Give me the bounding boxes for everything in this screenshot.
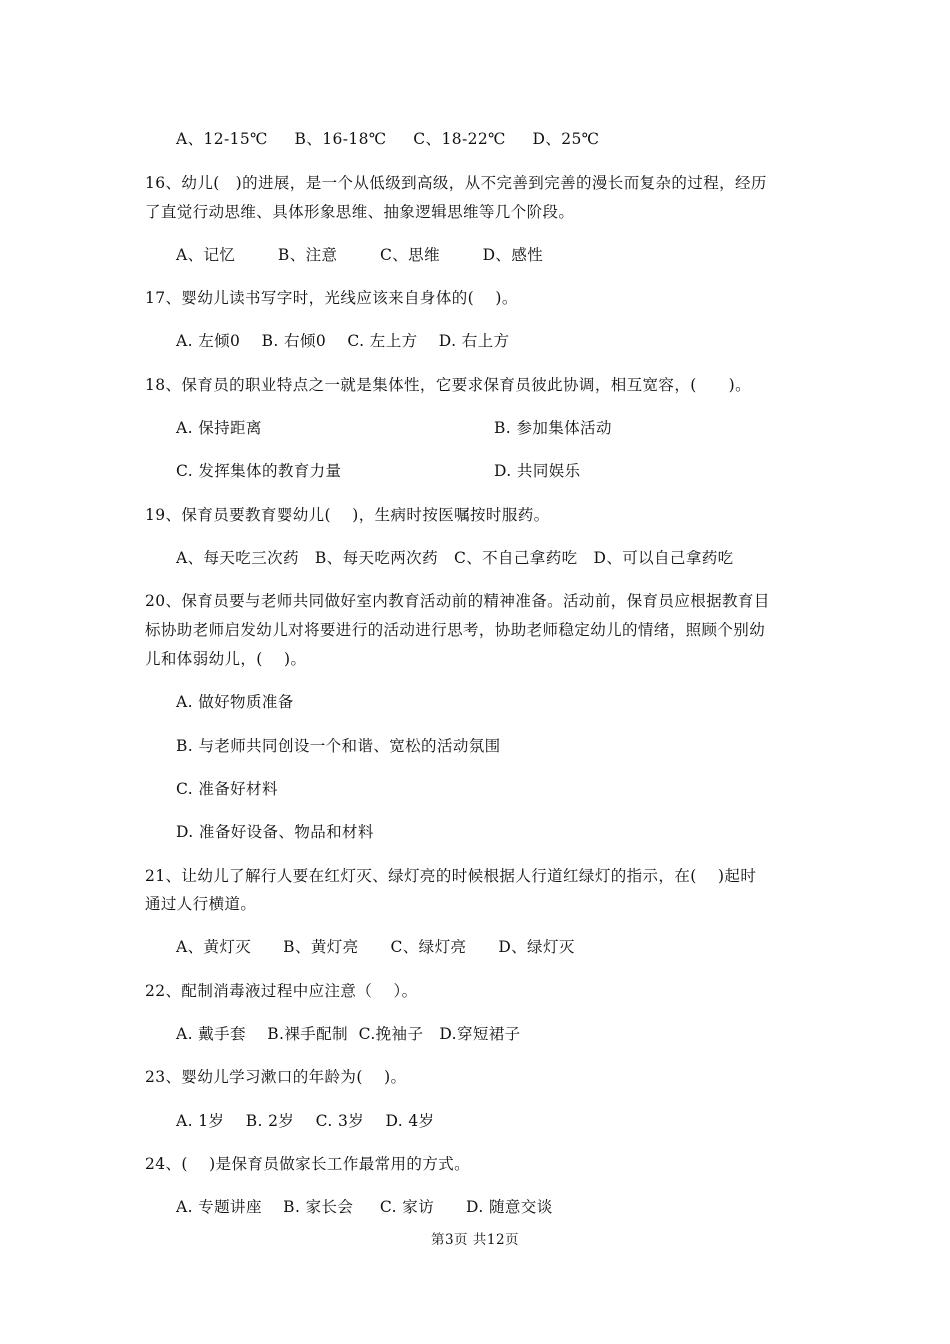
q24-options: A. 专题讲座 B. 家长会 C. 家访 D. 随意交谈 bbox=[176, 1198, 553, 1216]
q24-text: 24、( )是保育员做家长工作最常用的方式。 bbox=[145, 1155, 471, 1173]
q16-text-line2: 了直觉行动思维、具体形象思维、抽象逻辑思维等几个阶段。 bbox=[145, 203, 575, 221]
page-number-footer: 第3页 共12页 bbox=[430, 1232, 520, 1248]
q15-options: A、12-15℃ B、16-18℃ C、18-22℃ D、25℃ bbox=[176, 130, 600, 148]
q18-option-c: C. 发挥集体的教育力量 bbox=[176, 462, 342, 480]
q20-text-line1: 20、保育员要与老师共同做好室内教育活动前的精神准备。活动前，保育员应根据教育目 bbox=[145, 592, 770, 610]
q20-option-a: A. 做好物质准备 bbox=[176, 693, 294, 711]
q17-text: 17、婴幼儿读书写字时，光线应该来自身体的( )。 bbox=[145, 289, 518, 307]
q18-option-d: D. 共同娱乐 bbox=[494, 462, 581, 480]
q20-text-line3: 儿和体弱幼儿，( )。 bbox=[145, 650, 307, 668]
q16-text-line1: 16、幼儿( )的进展，是一个从低级到高级，从不完善到完善的漫长而复杂的过程，经历 bbox=[145, 174, 767, 192]
q16-options: A、记忆 B、注意 C、思维 D、感性 bbox=[176, 246, 544, 264]
q20-option-b: B. 与老师共同创设一个和谐、宽松的活动氛围 bbox=[176, 737, 501, 755]
q19-text: 19、保育员要教育婴幼儿( )，生病时按医嘱按时服药。 bbox=[145, 506, 550, 524]
q18-text: 18、保育员的职业特点之一就是集体性，它要求保育员彼此协调，相互宽容，( )。 bbox=[145, 376, 751, 394]
q21-text-line2: 通过人行横道。 bbox=[145, 895, 257, 913]
q23-text: 23、婴幼儿学习漱口的年龄为( )。 bbox=[145, 1068, 407, 1086]
q20-text-line2: 标协助老师启发幼儿对将要进行的活动进行思考，协助老师稳定幼儿的情绪，照顾个别幼 bbox=[145, 621, 766, 639]
q17-options: A. 左倾0 B. 右倾0 C. 左上方 D. 右上方 bbox=[176, 332, 510, 350]
q18-option-a: A. 保持距离 bbox=[176, 419, 262, 437]
q20-option-c: C. 准备好材料 bbox=[176, 780, 278, 798]
q18-option-b: B. 参加集体活动 bbox=[494, 419, 612, 437]
q22-options: A. 戴手套 B.裸手配制 C.挽袖子 D.穿短裙子 bbox=[176, 1025, 521, 1043]
q20-option-d: D. 准备好设备、物品和材料 bbox=[176, 823, 374, 841]
q22-text: 22、配制消毒液过程中应注意（ ）。 bbox=[145, 982, 418, 1000]
q23-options: A. 1岁 B. 2岁 C. 3岁 D. 4岁 bbox=[176, 1112, 435, 1130]
q19-options: A、每天吃三次药 B、每天吃两次药 C、不自己拿药吃 D、可以自己拿药吃 bbox=[176, 549, 734, 567]
q21-options: A、黄灯灭 B、黄灯亮 C、绿灯亮 D、绿灯灭 bbox=[176, 938, 575, 956]
q21-text-line1: 21、让幼儿了解行人要在红灯灭、绿灯亮的时候根据人行道红绿灯的指示，在( )起时 bbox=[145, 867, 757, 885]
